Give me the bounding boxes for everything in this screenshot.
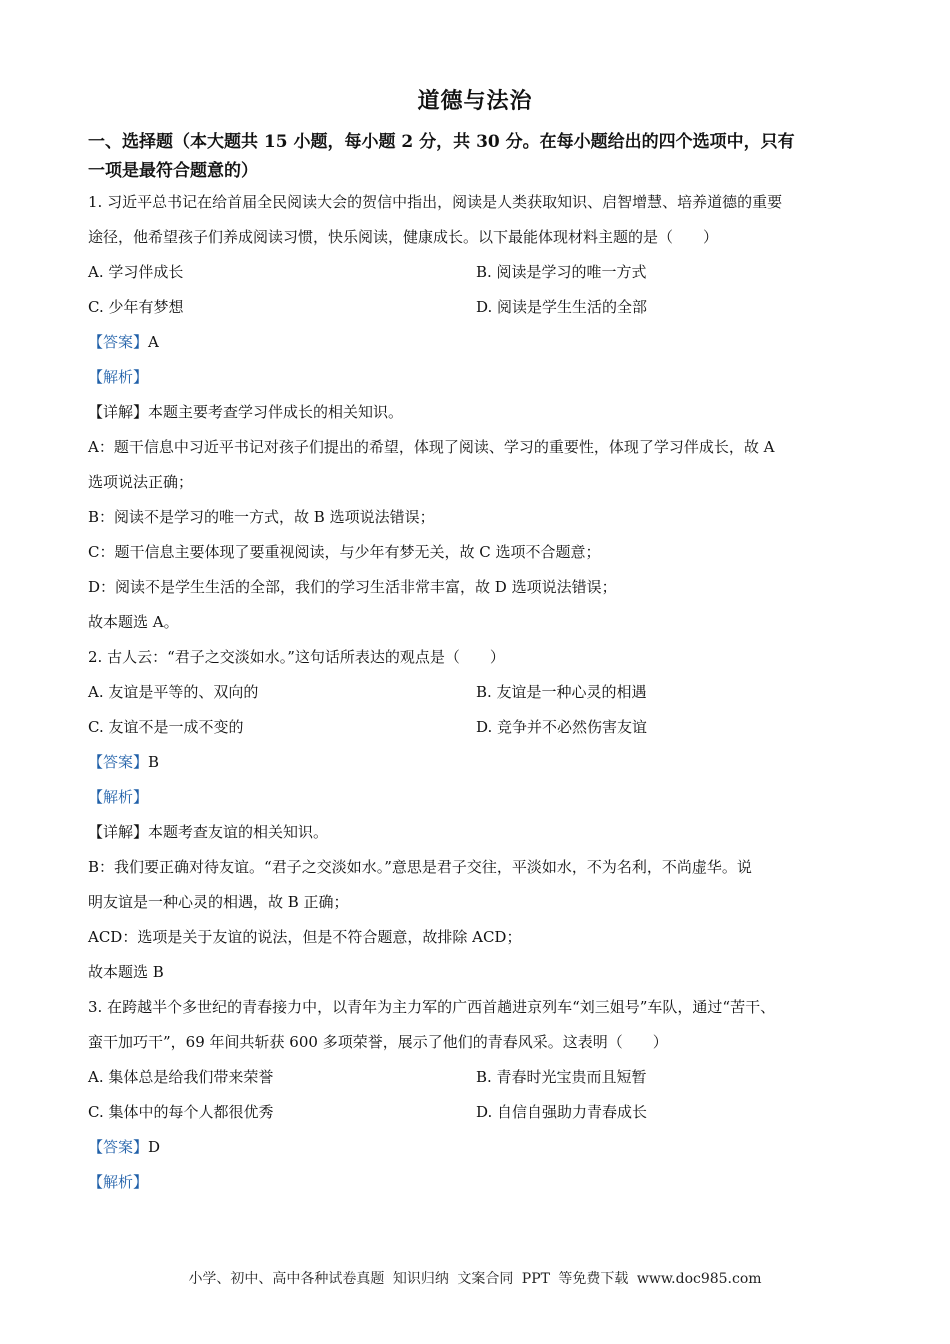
answer-line [88, 325, 878, 360]
option-b: B. 青春时光宝贵而且短暂 [476, 1068, 647, 1086]
option-c: C. 集体中的每个人都很优秀 [88, 1103, 274, 1121]
option-d: D. 自信自强助力青春成长 [476, 1103, 648, 1121]
question-stem: 途径，他希望孩子们养成阅读习惯，快乐阅读，健康成长。以下最能体现材料主题的是（ ） [88, 228, 719, 246]
analysis-line [88, 780, 878, 815]
explanation-line: 【详解】本题主要考查学习伴成长的相关知识。 [88, 403, 404, 421]
analysis-line [88, 1165, 878, 1200]
option-c: C. 少年有梦想 [88, 298, 184, 316]
answer-tag: 【答案】 [88, 753, 149, 771]
explanation-line: 选项说法正确； [88, 473, 194, 491]
options-row [88, 1060, 878, 1095]
options-row [88, 290, 878, 325]
options-row [88, 255, 878, 290]
option-c: C. 友谊不是一成不变的 [88, 718, 244, 736]
question-2 [88, 640, 878, 990]
analysis-tag: 【解析】 [88, 368, 149, 386]
page-footer: 小学、初中、高中各种试卷真题 知识归纳 文案合同 PPT 等免费下载 www.doc985.com [188, 1271, 762, 1287]
option-d: D. 竞争并不必然伤害友谊 [476, 718, 648, 736]
question-stem: 1. 习近平总书记在给首届全民阅读大会的贺信中指出，阅读是人类获取知识、启智增慧、培养道德的重要 [88, 193, 783, 211]
option-b: B. 阅读是学习的唯一方式 [476, 263, 647, 281]
analysis-line [88, 360, 878, 395]
question-1 [88, 185, 878, 640]
section-heading-line: 一项是最符合题意的） [88, 161, 258, 181]
answer-value: A [148, 333, 159, 351]
explanation-line: B：我们要正确对待友谊。“君子之交淡如水。”意思是君子交往，平淡如水，不为名利，不尚虚华。说 [88, 858, 752, 876]
option-d: D. 阅读是学生生活的全部 [476, 298, 648, 316]
options-row [88, 710, 878, 745]
option-b: B. 友谊是一种心灵的相遇 [476, 683, 647, 701]
explanation-line: C：题干信息主要体现了要重视阅读，与少年有梦无关，故 C 选项不合题意； [88, 543, 601, 561]
question-stem: 蛮干加巧干”，69 年间共斩获 600 多项荣誉，展示了他们的青春风采。这表明（ ） [88, 1033, 668, 1051]
analysis-tag: 【解析】 [88, 1173, 149, 1191]
section-heading-line: 一、选择题（本大题共 15 小题，每小题 2 分，共 30 分。在每小题给出的四个选项中，只有 [88, 132, 795, 152]
explanation-line: 故本题选 A。 [88, 613, 179, 631]
options-row [88, 1095, 878, 1130]
explanation-line: ACD：选项是关于友谊的说法，但是不符合题意，故排除 ACD； [88, 928, 522, 946]
question-stem: 2. 古人云：“君子之交淡如水。”这句话所表达的观点是（ ） [88, 648, 505, 666]
question-stem: 3. 在跨越半个多世纪的青春接力中，以青年为主力军的广西首趟进京列车“刘三姐号”车队，通过“苦干、 [88, 998, 776, 1016]
answer-tag: 【答案】 [88, 1138, 149, 1156]
explanation-line: 故本题选 B [88, 963, 164, 981]
explanation-line: 明友谊是一种心灵的相遇，故 B 正确； [88, 893, 349, 911]
answer-tag: 【答案】 [88, 333, 149, 351]
options-row [88, 675, 878, 710]
explanation-line: 【详解】本题考查友谊的相关知识。 [88, 823, 329, 841]
explanation-line: D：阅读不是学生生活的全部，我们的学习生活非常丰富，故 D 选项说法错误； [88, 578, 617, 596]
analysis-tag: 【解析】 [88, 788, 149, 806]
answer-line [88, 745, 878, 780]
answer-value: B [148, 753, 160, 771]
question-3 [88, 990, 878, 1200]
answer-line [88, 1130, 878, 1165]
option-a: A. 学习伴成长 [88, 263, 184, 281]
answer-value: D [148, 1138, 161, 1156]
explanation-line: A：题干信息中习近平书记对孩子们提出的希望，体现了阅读、学习的重要性，体现了学习伴成长，故 A [88, 438, 775, 456]
questions [88, 185, 878, 1200]
explanation-line: B：阅读不是学习的唯一方式，故 B 选项说法错误； [88, 508, 435, 526]
page-title: 道德与法治 [417, 88, 533, 114]
option-a: A. 集体总是给我们带来荣誉 [88, 1068, 274, 1086]
section-heading [88, 128, 868, 186]
option-a: A. 友谊是平等的、双向的 [88, 683, 259, 701]
